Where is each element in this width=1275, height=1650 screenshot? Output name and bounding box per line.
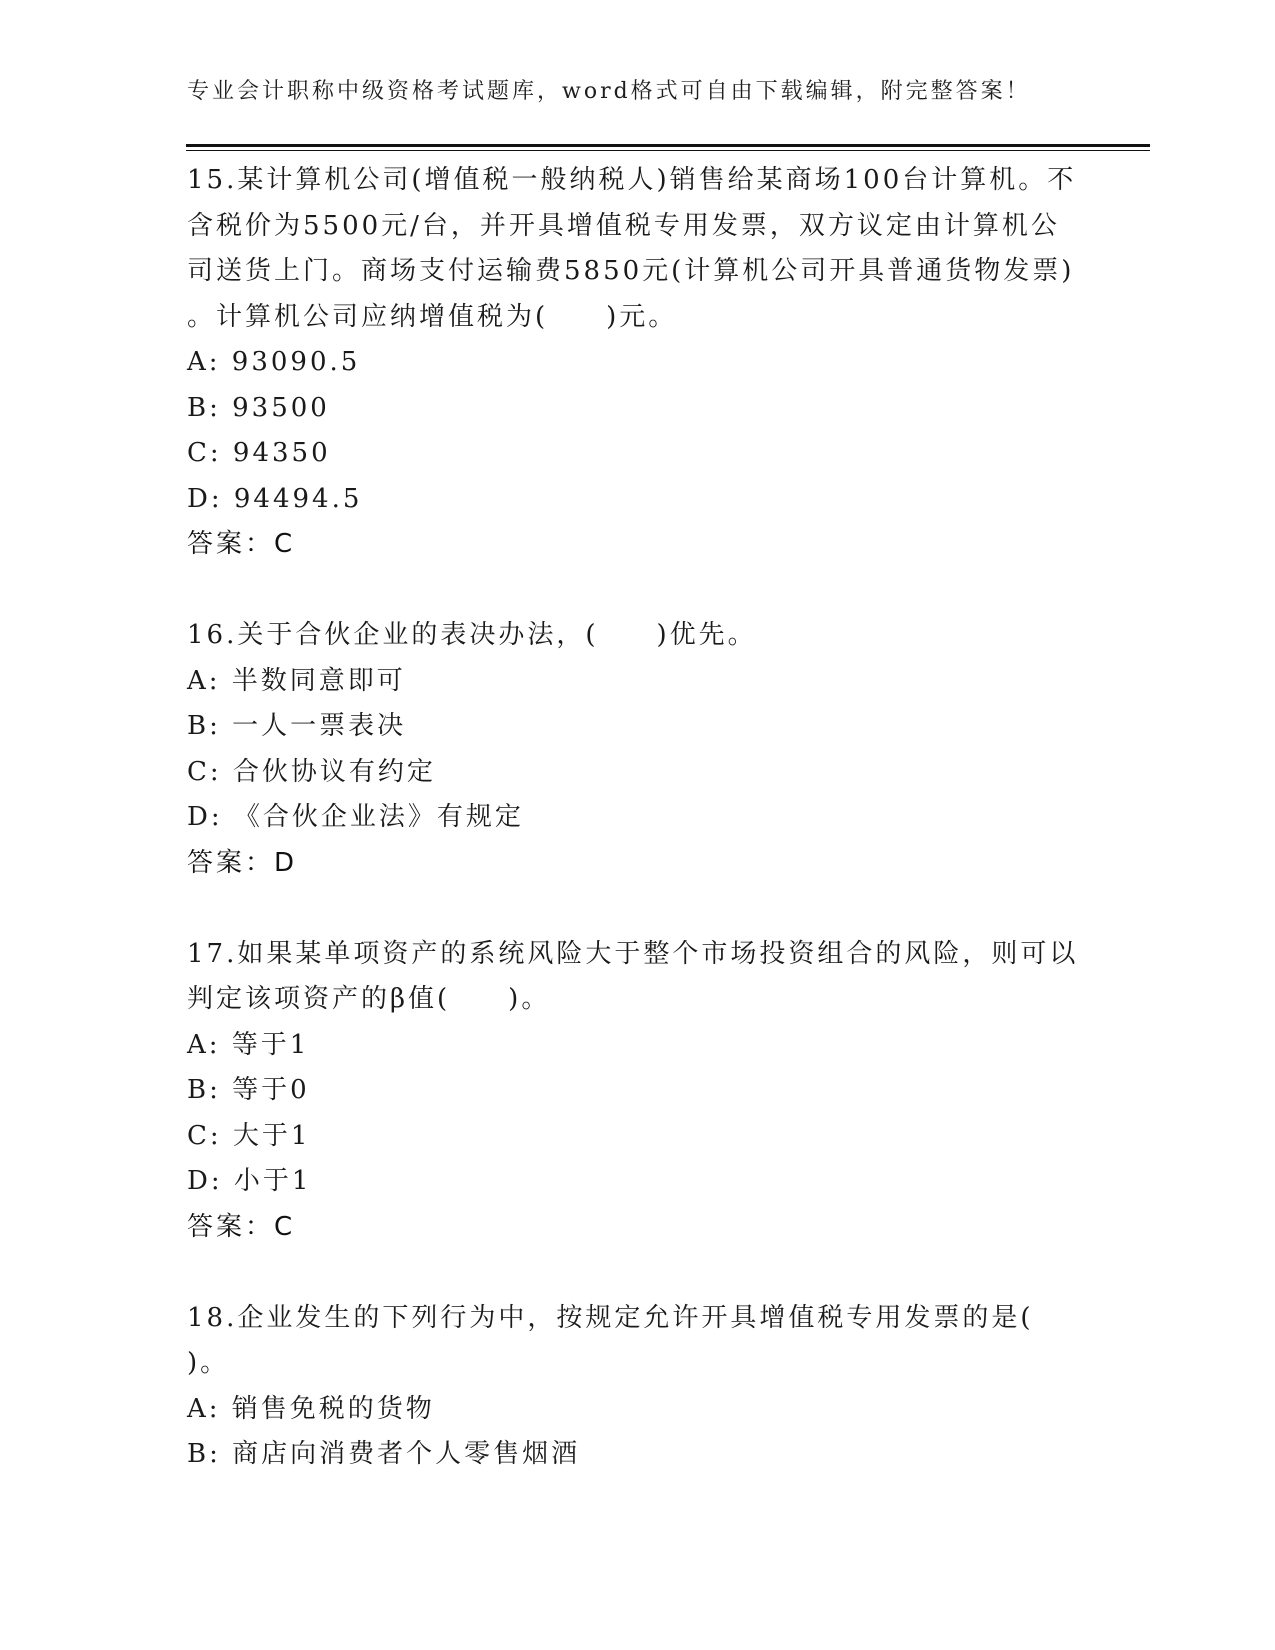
option-b: B: 商店向消费者个人零售烟酒	[187, 1439, 581, 1469]
spacer	[187, 886, 1087, 932]
question-text-line: )。	[187, 1348, 230, 1378]
question-text-line: 16.关于合伙企业的表决办法，( )优先。	[187, 620, 757, 650]
answer: 答案：D	[187, 847, 298, 878]
option-b: B: 等于0	[187, 1075, 310, 1105]
option-c: C: 大于1	[187, 1120, 311, 1151]
question-text-line: 判定该项资产的β值( )。	[187, 984, 551, 1014]
question-text-line: 司送货上门。商场支付运输费5850元(计算机公司开具普通货物发票)	[187, 256, 1075, 286]
option-a: A: 93090.5	[187, 347, 361, 377]
header-rule-thin	[186, 150, 1150, 151]
option-d: D: 《合伙企业法》有规定	[187, 802, 524, 832]
answer: 答案：C	[187, 529, 296, 559]
question-15	[187, 158, 1087, 568]
question-17	[187, 932, 1087, 1251]
page-header: 专业会计职称中级资格考试题库，word格式可自由下载编辑，附完整答案！	[187, 79, 1031, 104]
option-b: B: 93500	[187, 392, 330, 423]
question-16	[187, 613, 1087, 886]
question-list	[187, 158, 1087, 1478]
option-d: D: 小于1	[187, 1166, 312, 1196]
spacer	[187, 1250, 1087, 1296]
question-text-line: 含税价为5500元/台，并开具增值税专用发票，双方议定由计算机公	[187, 210, 1060, 241]
option-c: C: 94350	[187, 438, 331, 468]
option-d: D: 94494.5	[187, 483, 363, 514]
option-b: B: 一人一票表决	[187, 711, 407, 741]
question-text-line: 17.如果某单项资产的系统风险大于整个市场投资组合的风险，则可以	[187, 938, 1079, 969]
header-rule-thick	[186, 144, 1150, 147]
option-c: C: 合伙协议有约定	[187, 756, 436, 787]
question-text-line: 18.企业发生的下列行为中，按规定允许开具增值税专用发票的是(	[187, 1302, 1034, 1333]
question-18	[187, 1296, 1087, 1478]
option-a: A: 半数同意即可	[187, 665, 406, 696]
option-a: A: 销售免税的货物	[187, 1393, 435, 1424]
spacer	[187, 568, 1087, 614]
option-a: A: 等于1	[187, 1029, 310, 1060]
answer: 答案：C	[187, 1211, 296, 1242]
question-text-line: 。计算机公司应纳增值税为( )元。	[187, 301, 678, 332]
question-text-line: 15.某计算机公司(增值税一般纳税人)销售给某商场100台计算机。不	[187, 165, 1077, 195]
